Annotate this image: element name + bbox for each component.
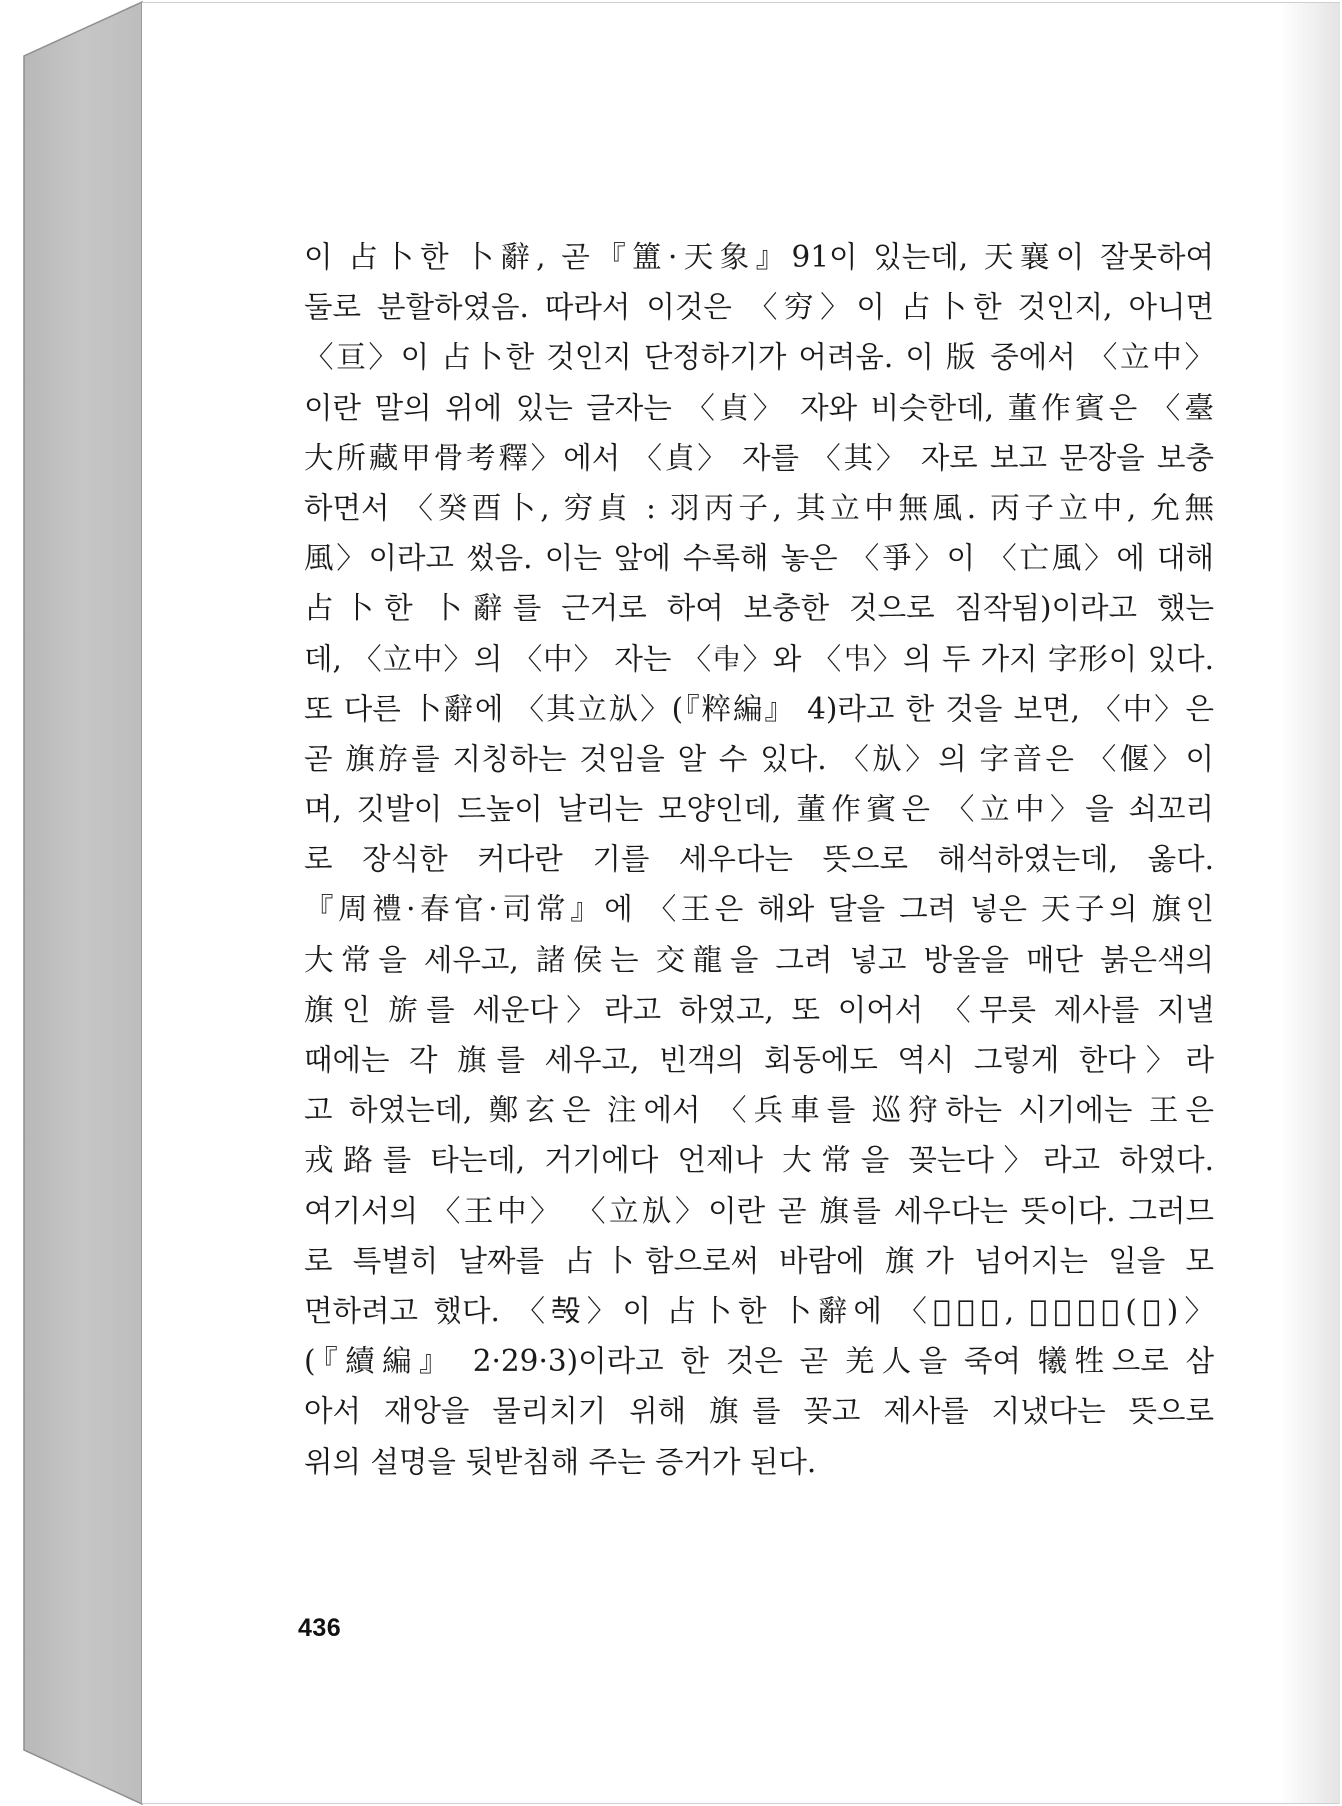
text-line: 아서 재앙을 물리치기 위해 旗를 꽂고 제사를 지냈다는 뜻으로 <box>304 1394 1214 1429</box>
body-text <box>304 232 1214 1487</box>
text-line: 데, 〈立中〉의 〈中〉 자는 〈𠁩〉와 〈𠁧〉의 두 가지 字形이 있다. <box>304 641 1214 676</box>
text-line: 旗인 旂를 세운다〉라고 하였고, 또 이어서 〈무릇 제사를 지낼 <box>304 992 1214 1027</box>
text-line: 大所藏甲骨考釋〉에서 〈貞〉 자를 〈其〉 자로 보고 문장을 보충 <box>304 440 1214 475</box>
text-line: 위의 설명을 뒷받침해 주는 증거가 된다. <box>304 1444 817 1479</box>
text-line: 하면서 〈癸酉卜, 穷貞 : 羽丙子, 其立中無風. 丙子立中, 允無 <box>304 490 1214 525</box>
text-line: 이 占卜한 卜辭, 곧『簠·天象』91이 있는데, 天襄이 잘못하여 <box>304 240 1214 274</box>
text-line: 고 하였는데, 鄭玄은 注에서 〈兵車를 巡狩하는 시기에는 王은 <box>304 1093 1214 1128</box>
text-line: (『續編』 2·29·3)이라고 한 것은 곧 羌人을 죽여 犧牲으로 삼 <box>304 1344 1214 1379</box>
text-line: 戎路를 타는데, 거기에다 언제나 大常을 꽂는다〉라고 하였다. <box>304 1143 1214 1178</box>
text-line: 또 다른 卜辭에 〈其立㫃〉(『粹編』 4)라고 한 것을 보면, 〈中〉은 <box>304 691 1214 726</box>
text-line: 때에는 각 旗를 세우고, 빈객의 회동에도 역시 그렇게 한다〉라 <box>304 1043 1214 1077</box>
text-line: 占卜한 卜辭를 근거로 하여 보충한 것으로 짐작됨)이라고 했는 <box>304 591 1214 626</box>
text-line: 로 특별히 날짜를 占卜함으로써 바람에 旗가 넘어지는 일을 모 <box>304 1243 1214 1278</box>
text-line: 둘로 분할하였음. 따라서 이것은 〈穷〉이 占卜한 것인지, 아니면 <box>304 290 1214 325</box>
page-number: 436 <box>298 1614 342 1642</box>
text-line: 大常을 세우고, 諸侯는 交龍을 그려 넣고 방울을 매단 붉은색의 <box>304 942 1214 977</box>
text-line: 며, 깃발이 드높이 날리는 모양인데, 董作賓은 〈立中〉을 쇠꼬리 <box>304 792 1214 827</box>
text-line: 風〉이라고 썼음. 이는 앞에 수록해 놓은 〈爭〉이 〈亡風〉에 대해 <box>304 541 1214 576</box>
text-line: 곧 旗斿를 지칭하는 것임을 알 수 있다. 〈㫃〉의 字音은 〈偃〉이 <box>304 741 1214 776</box>
page-edge-shade <box>1280 3 1340 1803</box>
text-line: 여기서의 〈王中〉 〈立㫃〉이란 곧 旗를 세우다는 뜻이다. 그러므 <box>304 1193 1214 1228</box>
text-line: 〈亘〉이 占卜한 것인지 단정하기가 어려움. 이 版 중에서 〈立中〉 <box>304 340 1214 375</box>
text-line: 로 장식한 커다란 기를 세우다는 뜻으로 해석하였는데, 옳다. <box>304 842 1214 877</box>
text-line: 『周禮·春官·司常』에 〈王은 해와 달을 그려 넣은 天子의 旗인 <box>304 892 1214 927</box>
text-line: 면하려고 했다. 〈𣪊〉이 占卜한 卜辭에 〈𣪓羌百, 放三斿㫃(偃)〉 <box>304 1293 1214 1328</box>
text-line: 이란 말의 위에 있는 글자는 〈貞〉 자와 비슷한데, 董作賓은 〈臺 <box>304 390 1214 425</box>
